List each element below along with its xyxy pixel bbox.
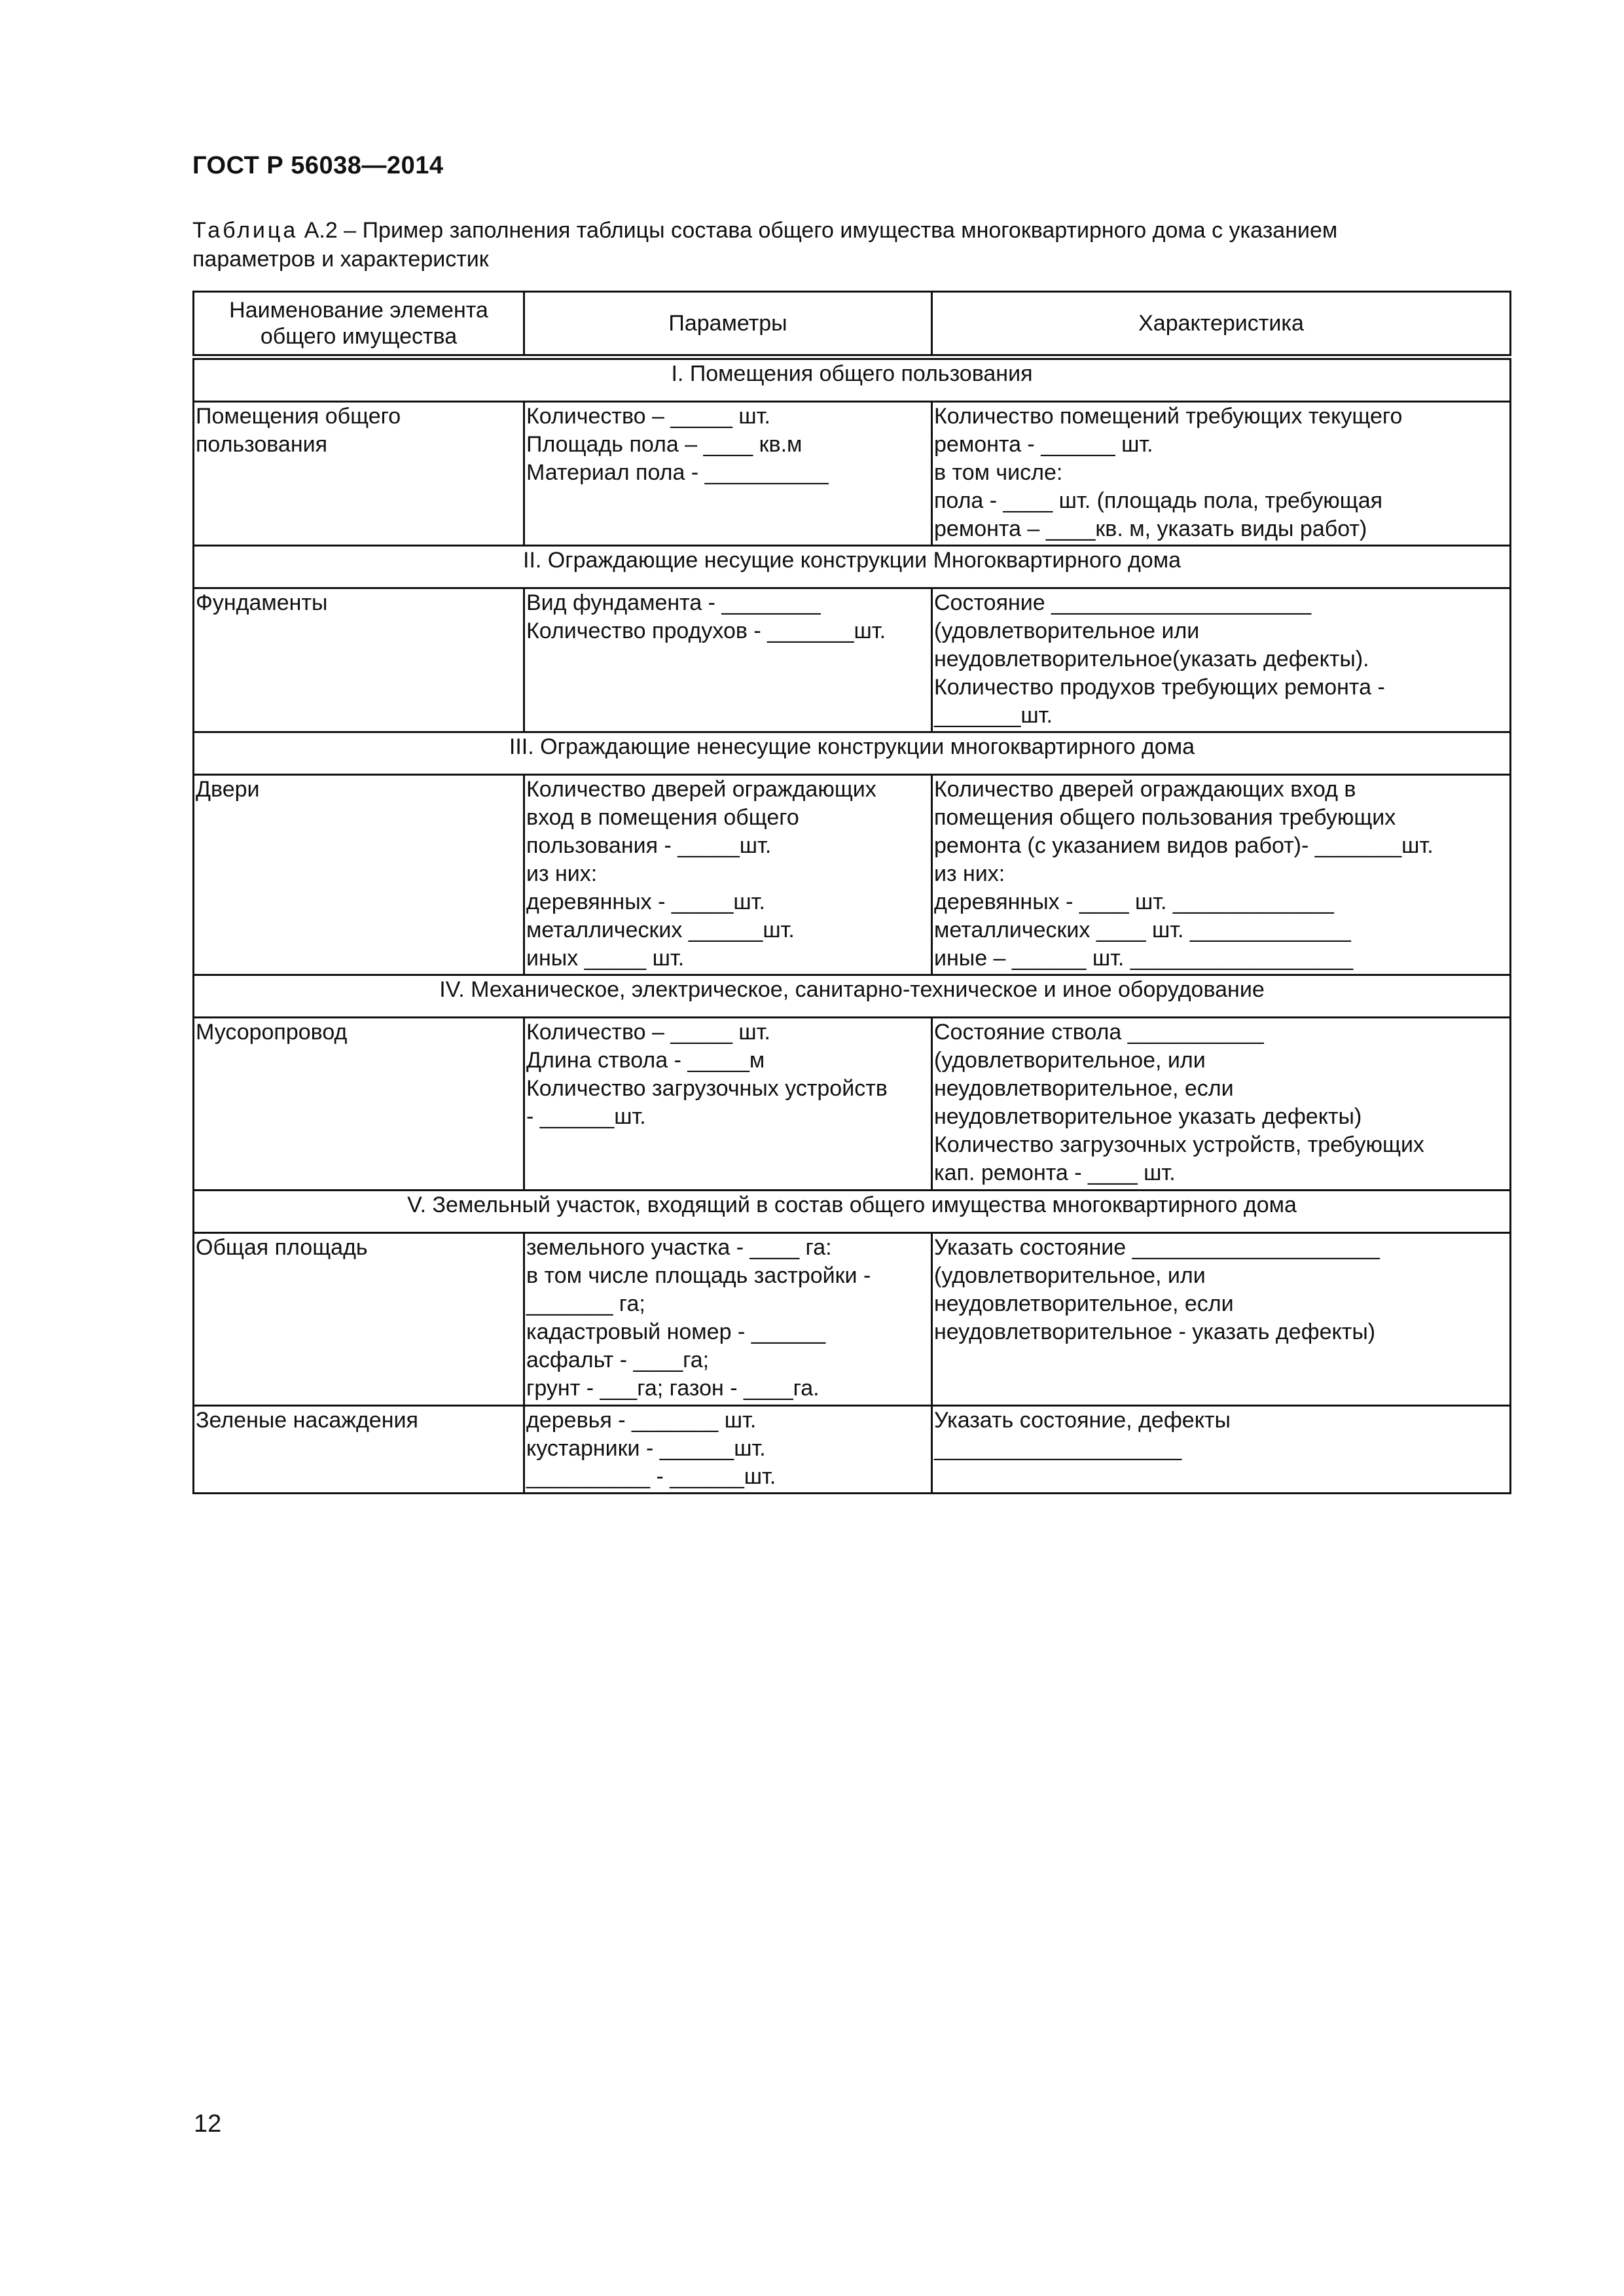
params-line: кадастровый номер - ______: [526, 1319, 826, 1344]
caption-text-line2: параметров и характеристик: [192, 247, 489, 272]
chars-line: неудовлетворительное указать дефекты): [934, 1104, 1362, 1129]
params-line: иных _____ шт.: [526, 946, 685, 971]
params-line: Вид фундамента - ________: [526, 590, 821, 615]
params-line: Площадь пола – ____ кв.м: [526, 432, 803, 457]
section-title: II. Ограждающие несущие конструкции Многоквартирного дома: [194, 546, 1511, 588]
params-line: Длина ствола - _____м: [526, 1048, 765, 1073]
chars-line: неудовлетворительное, если: [934, 1076, 1234, 1101]
chars-cell: [932, 402, 1511, 546]
params-cell: [524, 588, 932, 732]
params-line: деревья - _______ шт.: [526, 1408, 757, 1433]
params-line: пользования - _____шт.: [526, 833, 772, 858]
params-line: Количество дверей ограждающих: [526, 777, 876, 802]
params-line: деревянных - _____шт.: [526, 889, 765, 914]
element-name-cell: Двери: [194, 775, 524, 975]
chars-line: Указать состояние ____________________: [934, 1235, 1380, 1260]
section-row: [194, 975, 1511, 1018]
caption-lead: Таблица: [192, 218, 298, 243]
column-header-chars: Характеристика: [932, 292, 1511, 357]
element-name-cell: Общая площадь: [194, 1233, 524, 1406]
chars-line: Указать состояние, дефекты: [934, 1408, 1231, 1433]
table-row: [194, 1018, 1511, 1191]
chars-line: неудовлетворительное - указать дефекты): [934, 1319, 1376, 1344]
params-line: асфальт - ____га;: [526, 1348, 710, 1372]
chars-line: Количество загрузочных устройств, требующих: [934, 1132, 1424, 1157]
chars-line: (удовлетворительное, или: [934, 1263, 1206, 1288]
page-number: 12: [194, 2110, 222, 2138]
section-row: [194, 1191, 1511, 1233]
section-row: [194, 546, 1511, 588]
params-cell: [524, 402, 932, 546]
params-cell: [524, 1018, 932, 1191]
params-line: грунт - ___га; газон - ____га.: [526, 1376, 820, 1401]
section-title: IV. Механическое, электрическое, санитарно-техническое и иное оборудование: [194, 975, 1511, 1018]
element-name-cell: Мусоропровод: [194, 1018, 524, 1191]
element-name-cell: Фундаменты: [194, 588, 524, 732]
caption-text-line1: А.2 – Пример заполнения таблицы состава общего имущества многоквартирного дома с указанием: [298, 218, 1338, 243]
section-title: V. Земельный участок, входящий в состав общего имущества многоквартирного дома: [194, 1191, 1511, 1233]
section-title: I. Помещения общего пользования: [194, 357, 1511, 402]
element-name-cell: Помещения общего пользования: [194, 402, 524, 546]
chars-line: Количество помещений требующих текущего: [934, 404, 1403, 429]
chars-cell: [932, 775, 1511, 975]
column-header-params: Параметры: [524, 292, 932, 357]
chars-line: (удовлетворительное, или: [934, 1048, 1206, 1073]
params-cell: [524, 1406, 932, 1494]
chars-line: ремонта - ______ шт.: [934, 432, 1153, 457]
table-row: [194, 588, 1511, 732]
params-cell: [524, 1233, 932, 1406]
chars-line: ____________________: [934, 1436, 1182, 1461]
chars-line: _______шт.: [934, 703, 1053, 728]
chars-cell: [932, 1233, 1511, 1406]
params-line: _______ га;: [526, 1291, 645, 1316]
params-line: вход в помещения общего: [526, 805, 799, 830]
section-row: [194, 732, 1511, 775]
params-line: Количество продухов - _______шт.: [526, 619, 886, 643]
chars-line: Состояние ствола ___________: [934, 1020, 1264, 1045]
params-line: Материал пола - __________: [526, 460, 829, 485]
params-line: земельного участка - ____ га:: [526, 1235, 832, 1260]
table-row: [194, 775, 1511, 975]
params-line: кустарники - ______шт.: [526, 1436, 766, 1461]
table-row: [194, 402, 1511, 546]
column-header-name: Наименование элемента общего имущества: [194, 292, 524, 357]
section-row: [194, 357, 1511, 402]
params-line: Количество – _____ шт.: [526, 404, 770, 429]
chars-line: Количество продухов требующих ремонта -: [934, 675, 1385, 700]
chars-line: ремонта – ____кв. м, указать виды работ): [934, 516, 1367, 541]
element-name-cell: Зеленые насаждения: [194, 1406, 524, 1494]
chars-line: помещения общего пользования требующих: [934, 805, 1396, 830]
chars-cell: [932, 1406, 1511, 1494]
chars-cell: [932, 1018, 1511, 1191]
table-row: [194, 1406, 1511, 1494]
chars-line: Количество дверей ограждающих вход в: [934, 777, 1356, 802]
params-line: __________ - ______шт.: [526, 1464, 776, 1489]
chars-line: в том числе:: [934, 460, 1063, 485]
chars-line: из них:: [934, 861, 1005, 886]
chars-line: Состояние _____________________: [934, 590, 1312, 615]
params-line: из них:: [526, 861, 598, 886]
section-title: III. Ограждающие ненесущие конструкции многоквартирного дома: [194, 732, 1511, 775]
chars-line: неудовлетворительное(указать дефекты).: [934, 647, 1369, 672]
chars-line: ремонта (с указанием видов работ)- _______шт.: [934, 833, 1434, 858]
property-composition-table: [192, 291, 1511, 1494]
chars-line: металлических ____ шт. _____________: [934, 918, 1351, 942]
chars-line: неудовлетворительное, если: [934, 1291, 1234, 1316]
params-line: металлических ______шт.: [526, 918, 795, 942]
params-line: в том числе площадь застройки -: [526, 1263, 871, 1288]
chars-line: (удовлетворительное или: [934, 619, 1200, 643]
params-line: Количество загрузочных устройств: [526, 1076, 888, 1101]
document-code: ГОСТ Р 56038—2014: [192, 152, 444, 179]
chars-cell: [932, 588, 1511, 732]
chars-line: деревянных - ____ шт. _____________: [934, 889, 1334, 914]
chars-line: иные – ______ шт. __________________: [934, 946, 1354, 971]
table-row: [194, 1233, 1511, 1406]
table-caption: [192, 216, 1508, 274]
params-line: Количество – _____ шт.: [526, 1020, 770, 1045]
params-line: - ______шт.: [526, 1104, 646, 1129]
chars-line: пола - ____ шт. (площадь пола, требующая: [934, 488, 1383, 513]
chars-line: кап. ремонта - ____ шт.: [934, 1160, 1176, 1185]
params-cell: [524, 775, 932, 975]
table-header-row: [194, 292, 1511, 357]
